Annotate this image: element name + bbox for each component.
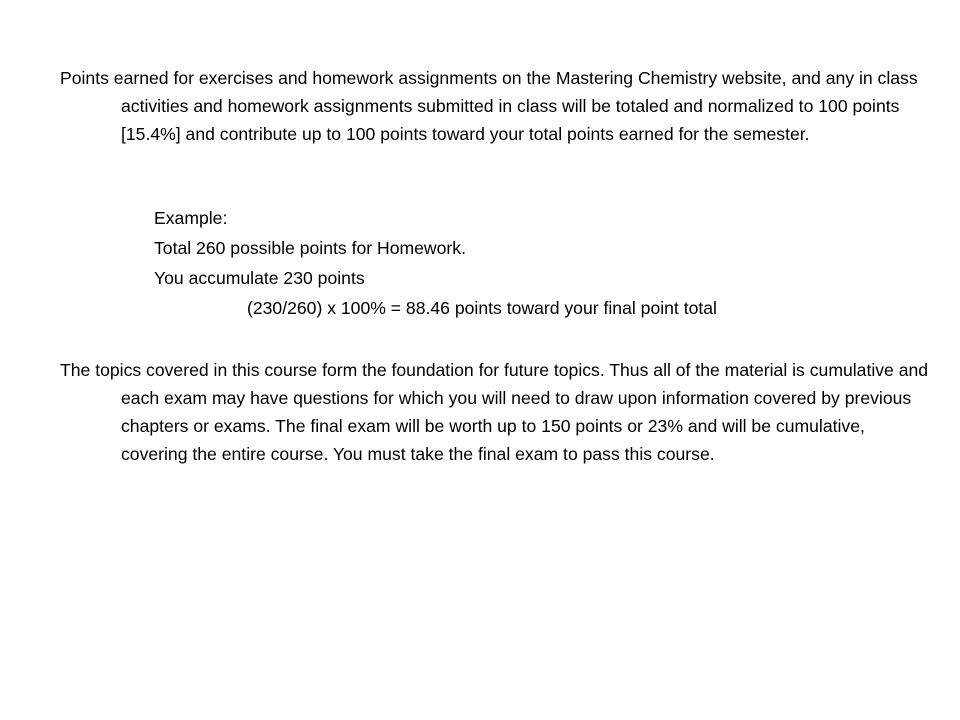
example-label: Example: (154, 208, 228, 228)
homework-policy-paragraph: Points earned for exercises and homework assignments on the Mastering Chemistry website, and any in class activities and homework assignments submitted in class will be totaled and normalized to 100 points [15.4%] and contribute up to 100 points toward your total points earned for the semester. (60, 68, 918, 144)
exam-policy-paragraph: The topics covered in this course form the foundation for future topics. Thus all of the material is cumulative and each exam may have questions for which you will need to draw upon information covered by previous chapters or exams. The final exam will be worth up to 150 points or 23% and will be cumulative, covering the entire course. You must take the final exam to pass this course. (60, 360, 929, 464)
example-total-points: Total 260 possible points for Homework. (154, 238, 466, 258)
example-calculation: (230/260) x 100% = 88.46 points toward your final point total (247, 298, 717, 318)
example-accumulated-points: You accumulate 230 points (154, 268, 365, 288)
